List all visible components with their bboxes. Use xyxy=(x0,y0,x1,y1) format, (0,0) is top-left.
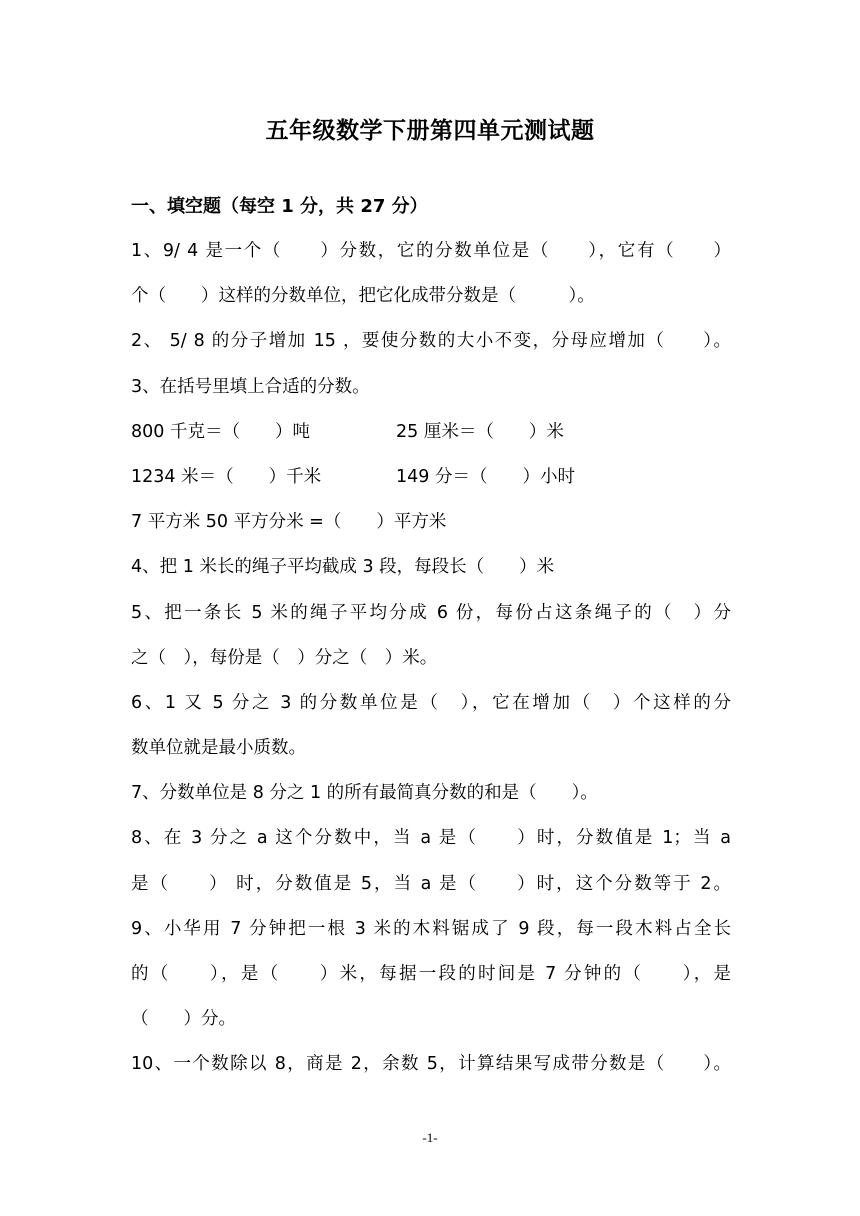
question-line: 7 平方米 50 平方分米 =（ ）平方米 xyxy=(131,512,447,533)
question-line: 数单位就是最小质数。 xyxy=(131,738,306,759)
question-line: 4、把 1 米长的绳子平均截成 3 段，每段长（ ）米 xyxy=(131,557,555,578)
page-number: -1- xyxy=(422,1130,438,1145)
question-line: 7、分数单位是 8 分之 1 的所有最简真分数的和是（ ）。 xyxy=(131,783,598,804)
question-line: 5、把一条长 5 米的绳子平均分成 6 份，每份占这条绳子的（ ）分 xyxy=(131,602,731,623)
question-line: 2、 5/ 8 的分子增加 15 ，要使分数的大小不变，分母应增加（ ）。 xyxy=(131,331,731,352)
question-line: 的（ ），是（ ）米，每据一段的时间是 7 分钟的（ ），是 xyxy=(131,964,731,984)
question-line: 1、9/ 4 是一个（ ）分数，它的分数单位是（ ），它有（ ） xyxy=(131,241,731,261)
question-list xyxy=(131,236,731,1095)
question-line: 6、1 又 5 分之 3 的分数单位是（ ），它在增加（ ）个这样的分 xyxy=(131,692,731,713)
question-line: 之（ ），每份是（ ）分之（ ）米。 xyxy=(131,647,438,668)
question-line: （ ）分。 xyxy=(131,1009,236,1030)
question-line: 10、一个数除以 8，商是 2，余数 5，计算结果写成带分数是（ ）。 xyxy=(131,1054,731,1075)
question-line: 3、在括号里填上合适的分数。 xyxy=(131,376,370,397)
page-title: 五年级数学下册第四单元测试题 xyxy=(265,118,595,144)
question-line: 个（ ）这样的分数单位，把它化成带分数是（ ）。 xyxy=(131,286,595,307)
question-line: 800 千克＝（ ）吨 25 厘米＝（ ）米 xyxy=(131,417,731,462)
question-line: 是（ ） 时，分数值是 5，当 a 是（ ）时，这个分数等于 2。 xyxy=(131,873,731,894)
question-col2: 149 分＝（ ）小时 xyxy=(396,466,575,487)
question-col2: 25 厘米＝（ ）米 xyxy=(396,421,564,442)
question-line: 9、小华用 7 分钟把一根 3 米的木料锯成了 9 段，每一段木料占全长 xyxy=(131,918,731,939)
question-line: 8、在 3 分之 a 这个分数中，当 a 是（ ）时，分数值是 1；当 a xyxy=(131,828,731,849)
question-line: 1234 米＝（ ）千米 149 分＝（ ）小时 xyxy=(131,462,731,507)
section-heading: 一、填空题（每空 1 分，共 27 分） xyxy=(131,196,428,217)
